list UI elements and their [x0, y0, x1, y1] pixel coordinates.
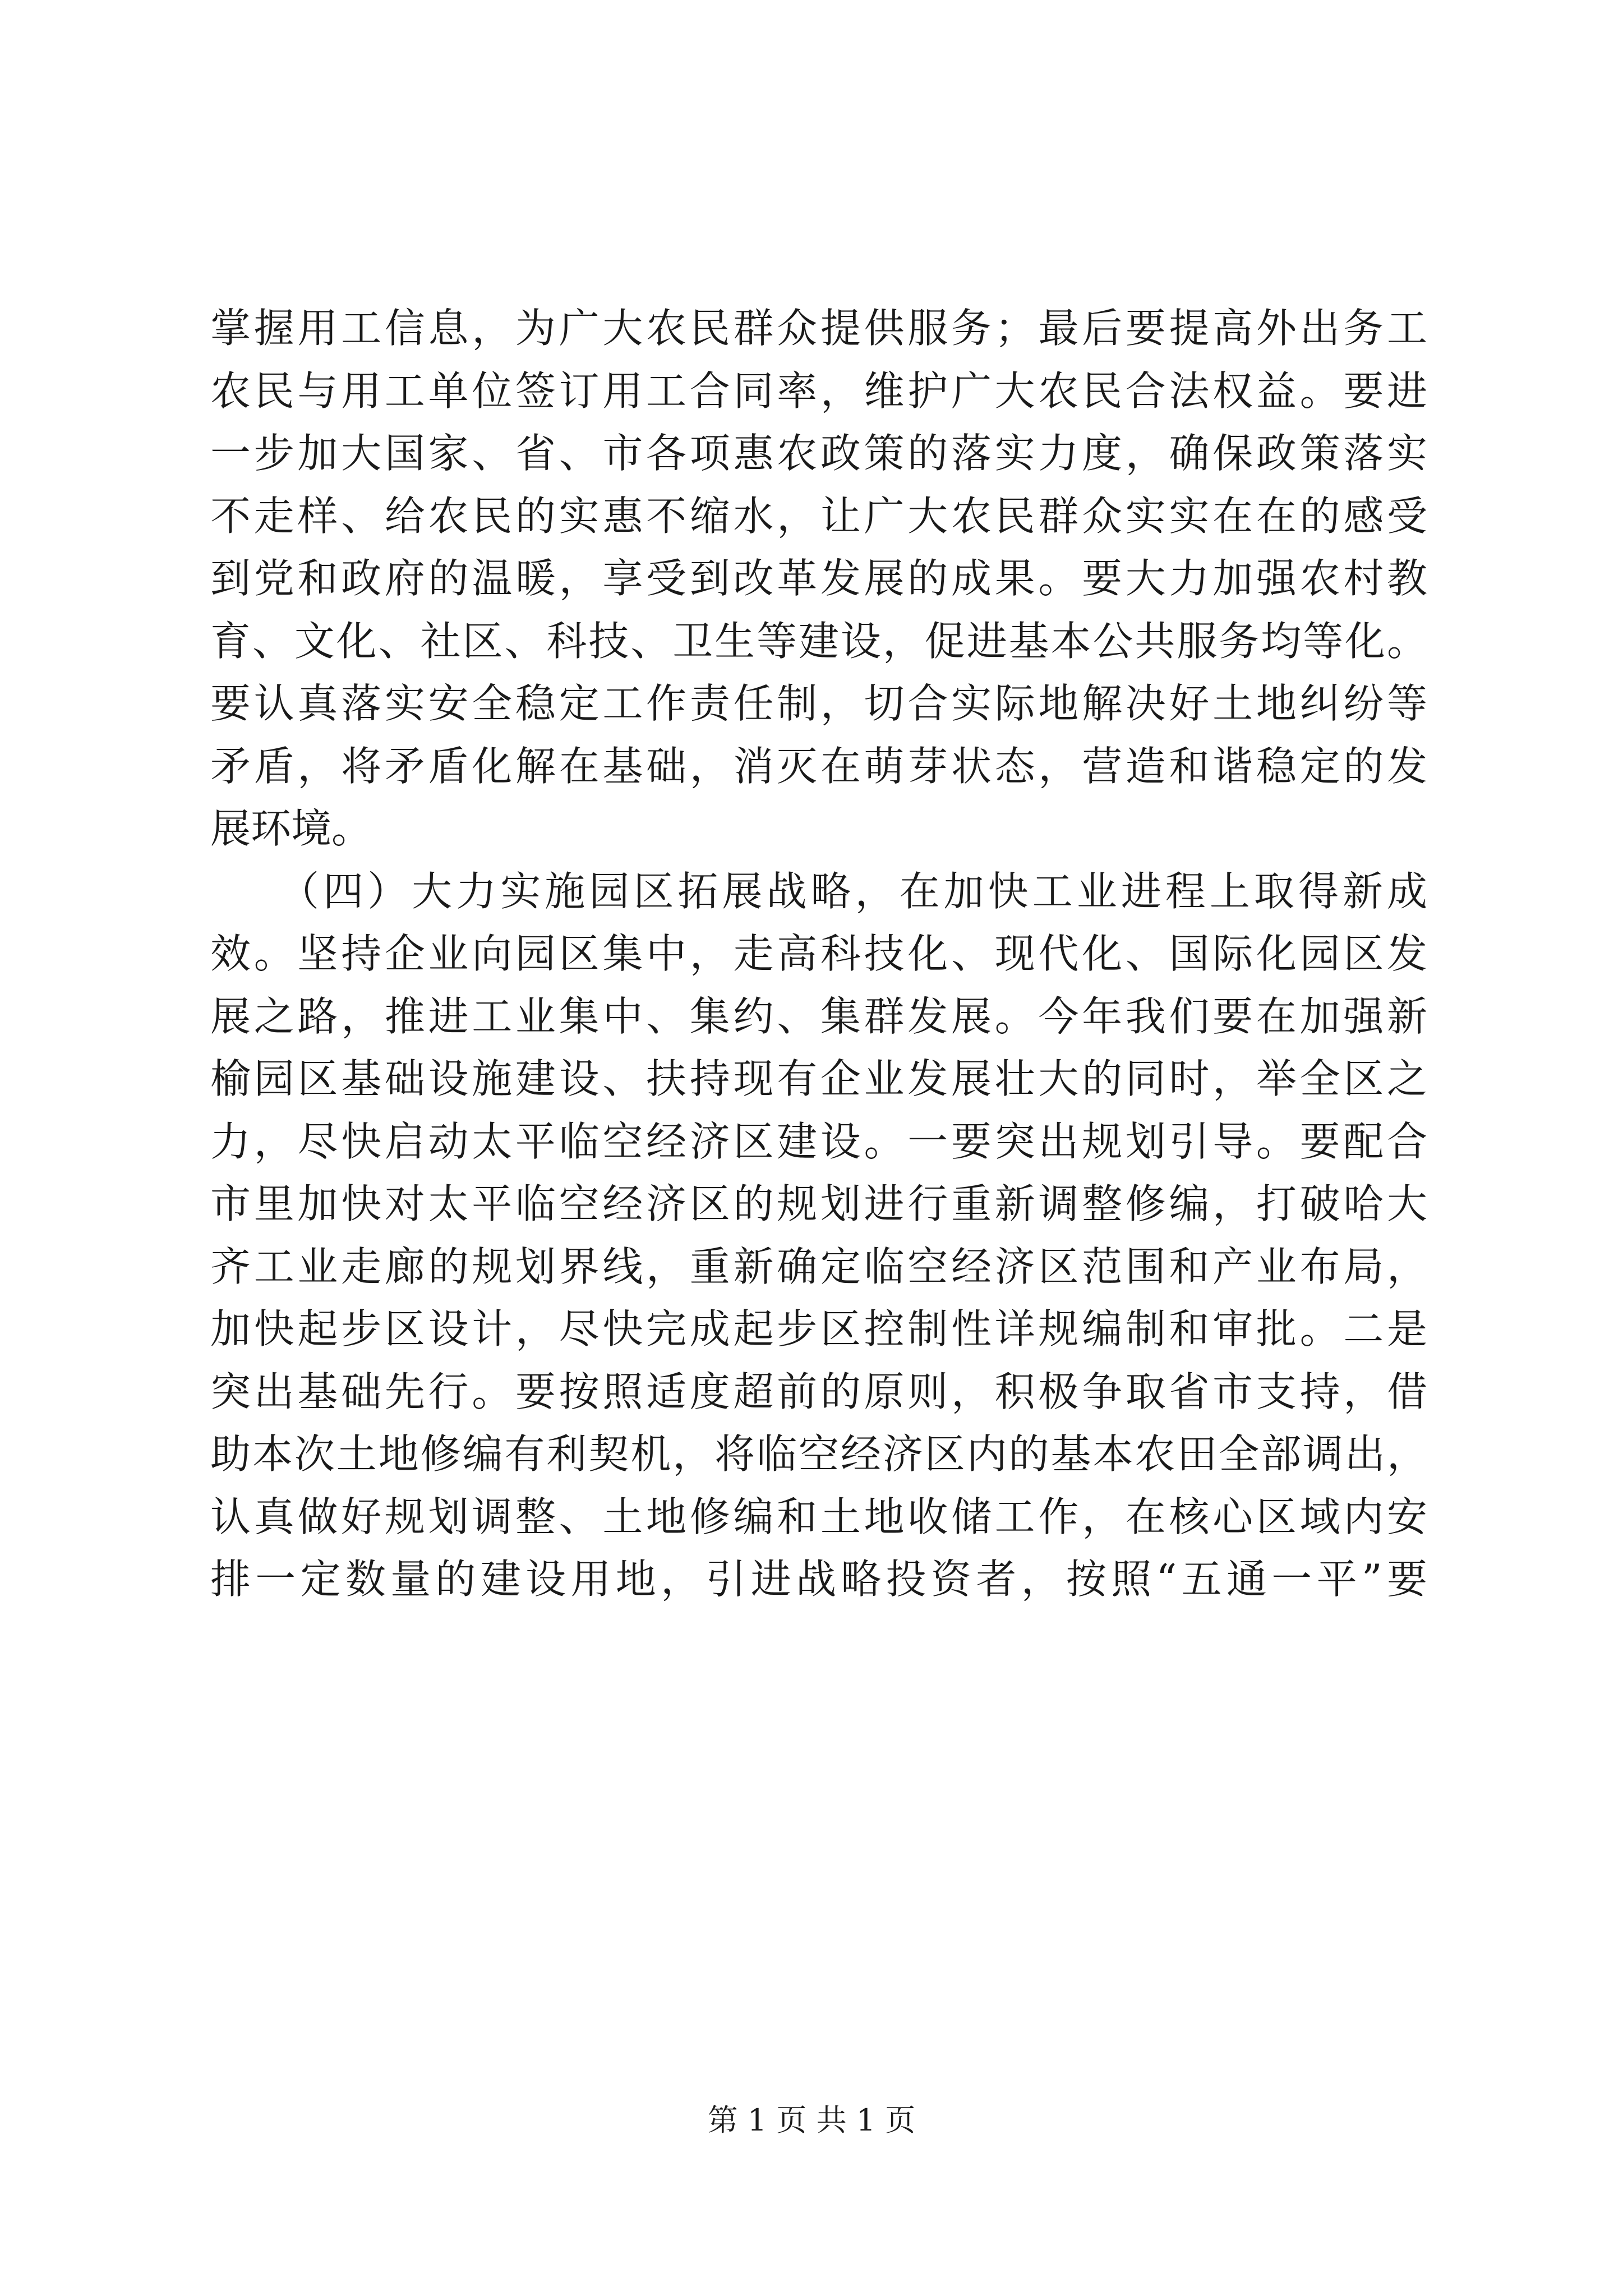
text-line: 到党和政府的温暖，享受到改革发展的成果。要大力加强农村教	[210, 555, 1427, 602]
text-line: 加快起步区设计，尽快完成起步区控制性详规编制和审批。二是	[210, 1305, 1427, 1352]
text-line: 矛盾，将矛盾化解在基础，消灭在萌芽状态，营造和谐稳定的发	[210, 742, 1427, 790]
text-line: 掌握用工信息，为广大农民群众提供服务；最后要提高外出务工	[210, 305, 1427, 352]
text-line: 农民与用工单位签订用工合同率，维护广大农民合法权益。要进	[210, 367, 1427, 415]
text-line: 育、文化、社区、科技、卫生等建设，促进基本公共服务均等化。	[210, 617, 1427, 665]
text-line: （四）大力实施园区拓展战略，在加快工业进程上取得新成	[210, 867, 1427, 915]
text-line: 效。坚持企业向园区集中，走高科技化、现代化、国际化园区发	[210, 930, 1427, 977]
text-line: 齐工业走廊的规划界线，重新确定临空经济区范围和产业布局，	[210, 1243, 1427, 1290]
text-line: 榆园区基础设施建设、扶持现有企业发展壮大的同时，举全区之	[210, 1055, 1427, 1102]
text-line: 一步加大国家、省、市各项惠农政策的落实力度，确保政策落实	[210, 430, 1427, 477]
text-line: 展环境。	[210, 805, 372, 852]
text-line: 助本次土地修编有利契机，将临空经济区内的基本农田全部调出，	[210, 1430, 1427, 1478]
text-line: 展之路，推进工业集中、集约、集群发展。今年我们要在加强新	[210, 992, 1427, 1040]
text-line: 要认真落实安全稳定工作责任制，切合实际地解决好土地纠纷等	[210, 680, 1427, 727]
text-line: 不走样、给农民的实惠不缩水，让广大农民群众实实在在的感受	[210, 492, 1427, 540]
text-line: 突出基础先行。要按照适度超前的原则，积极争取省市支持，借	[210, 1368, 1427, 1415]
text-line: 排一定数量的建设用地，引进战略投资者，按照“五通一平”要	[210, 1556, 1427, 1603]
text-line: 认真做好规划调整、土地修编和土地收储工作，在核心区域内安	[210, 1493, 1427, 1540]
body-text	[210, 297, 1427, 1611]
text-line: 市里加快对太平临空经济区的规划进行重新调整修编，打破哈大	[210, 1180, 1427, 1227]
text-line: 力，尽快启动太平临空经济区建设。一要突出规划引导。要配合	[210, 1117, 1427, 1165]
page-footer: 第 1 页 共 1 页	[707, 2102, 916, 2138]
